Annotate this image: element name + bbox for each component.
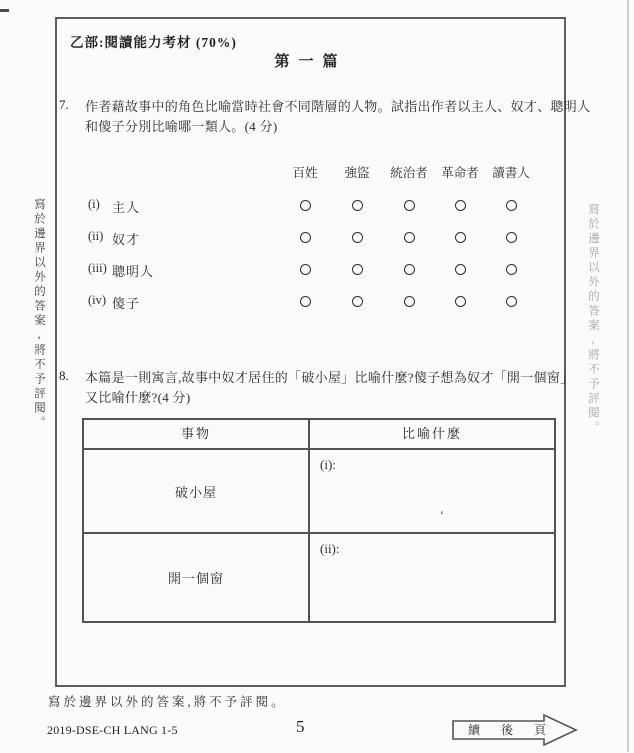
left-margin-warning: 寫於邊界以外的答案,將不予評閱。 (33, 198, 45, 431)
continue-label: 續後頁 (468, 723, 568, 737)
q7-column-header-dushuren: 讀書人 (492, 166, 530, 180)
q7-radio-r4c3[interactable] (404, 296, 415, 307)
question-7-text-line2: 和傻子分別比喻哪一類人。(4 分) (85, 119, 278, 134)
q7-radio-r2c3[interactable] (404, 232, 415, 243)
scan-stray-mark: ‘ (440, 508, 444, 522)
q7-row2-label: 奴才 (112, 232, 141, 247)
page-number: 5 (296, 717, 305, 736)
q8-row2-answer-area: (ii): (320, 541, 340, 556)
q7-row3-numeral: (iii) (88, 261, 107, 275)
section-header: 乙部:閱讀能力考材 (70%) (70, 35, 237, 50)
q8-row1-answer-area: (i): (320, 457, 336, 472)
q7-column-header-qiangdao: 強盜 (344, 166, 370, 180)
q7-radio-r1c2[interactable] (352, 200, 363, 211)
scan-artifact-dash (0, 9, 9, 12)
page-title: 第一篇 (274, 54, 347, 70)
q8-table-header-row (84, 420, 554, 450)
q7-row4-label: 傻子 (112, 296, 141, 311)
q7-radio-r3c4[interactable] (455, 264, 466, 275)
q8-row1-item: 破小屋 (84, 450, 310, 532)
q7-column-header-tongzhizhe: 統治者 (390, 166, 428, 180)
q7-column-header-gemingzhe: 革命者 (441, 166, 479, 180)
q8-table-row-1 (84, 450, 554, 534)
q7-radio-r2c2[interactable] (352, 232, 363, 243)
q8-row2-item: 開一個窗 (84, 534, 310, 621)
q7-row4-numeral: (iv) (88, 293, 107, 307)
question-7-text-line1: 作者藉故事中的角色比喻當時社會不同階層的人物。試指出作者以主人、奴才、聰明人 (85, 99, 591, 114)
q8-answer-table (82, 418, 556, 623)
q7-radio-r3c5[interactable] (506, 264, 517, 275)
q8-table-row-2 (84, 534, 554, 621)
q7-column-header-baixing: 百姓 (292, 166, 318, 180)
question-8-text-line2: 又比喻什麼?(4 分) (85, 390, 191, 405)
q7-radio-r4c1[interactable] (300, 296, 311, 307)
q7-radio-r4c2[interactable] (352, 296, 363, 307)
q7-row2-numeral: (ii) (88, 229, 104, 243)
continue-next-page-marker (452, 712, 580, 748)
q7-radio-r1c4[interactable] (455, 200, 466, 211)
q7-row1-label: 主人 (112, 200, 141, 215)
q7-radio-r4c4[interactable] (455, 296, 466, 307)
q7-radio-r1c5[interactable] (506, 200, 517, 211)
q7-radio-r3c3[interactable] (404, 264, 415, 275)
q7-radio-r2c1[interactable] (300, 232, 311, 243)
question-8-number: 8. (59, 368, 69, 383)
q7-radio-r1c3[interactable] (404, 200, 415, 211)
q7-radio-r4c5[interactable] (506, 296, 517, 307)
footer-warning-note: 寫於邊界以外的答案,將不予評閱。 (48, 695, 287, 709)
q7-radio-r2c4[interactable] (455, 232, 466, 243)
question-8-text-line1: 本篇是一則寓言,故事中奴才居住的「破小屋」比喻什麼?傻子想為奴才「開一個窗」 (85, 370, 574, 385)
q7-radio-r1c1[interactable] (300, 200, 311, 211)
q8-header-item: 事物 (84, 420, 310, 448)
q7-radio-r2c5[interactable] (506, 232, 517, 243)
scan-edge-line (627, 0, 629, 752)
right-margin-warning: 寫於邊界以外的答案,將不予評閱。 (587, 203, 599, 436)
document-code: 2019-DSE-CH LANG 1-5 (47, 723, 178, 737)
q7-radio-r3c1[interactable] (300, 264, 311, 275)
question-7-number: 7. (59, 97, 69, 112)
q7-row3-label: 聰明人 (112, 264, 155, 279)
q8-header-meaning: 比喻什麼 (401, 426, 462, 441)
q7-row1-numeral: (i) (88, 197, 100, 211)
q7-radio-r3c2[interactable] (352, 264, 363, 275)
